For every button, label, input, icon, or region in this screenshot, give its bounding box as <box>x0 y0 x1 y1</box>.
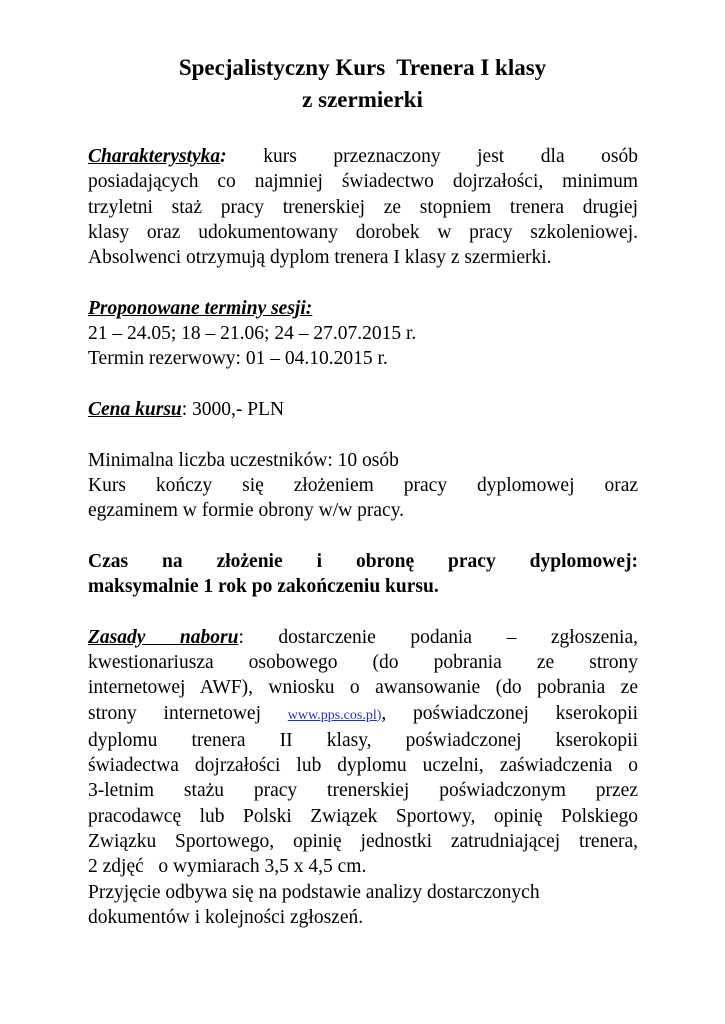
recruitment-line: 2 zdjęć o wymiarach 3,5 x 4,5 cm. <box>88 856 367 878</box>
characteristics-line: Absolwenci otrzymują dyplom trenera I klasy z szermierki. <box>88 247 552 269</box>
sessions-heading: Proponowane terminy sesji <box>88 297 306 319</box>
characteristics-line-1: kurs przeznaczony jest dla osób <box>263 146 639 167</box>
characteristics-line: posiadających co najmniej świadectwo dojrzałości, minimum <box>88 171 638 193</box>
recruitment-line-4-pre: strony internetowej <box>88 702 261 724</box>
recruitment-line: internetowej AWF), wniosku o awansowanie (do pobrania ze <box>88 677 638 699</box>
recruitment-line: pracodawcę lub Polski Związek Sportowy, opinię Polskiego <box>88 805 638 827</box>
sessions-colon: : <box>305 297 313 319</box>
sessions-heading-line <box>88 296 638 321</box>
price-value: : 3000,- PLN <box>181 398 285 420</box>
title-line-1: Specjalistyczny Kurs Trenera I klasy <box>178 55 547 80</box>
recruitment-line: Przyjęcie odbywa się na podstawie analizy dostarczonych <box>88 881 540 903</box>
document-body <box>88 144 638 930</box>
title-line-2: z szermierki <box>302 87 423 112</box>
page-title <box>0 52 725 116</box>
characteristics-line: trzyletni staż pracy trenerskiej ze stopniem trenera drugiej <box>88 196 638 218</box>
recruitment-line: Związku Sportowego, opinię jednostki zatrudniającej trenera, <box>88 831 638 853</box>
recruitment-line: kwestionariusza osobowego (do pobrania ze strony <box>88 651 638 673</box>
sessions-reserve: Termin rezerwowy: 01 – 04.10.2015 r. <box>88 348 388 370</box>
participants-min: Minimalna liczba uczestników: 10 osób <box>88 449 399 471</box>
recruitment-line: dyplomu trenera II klasy, poświadczonej kserokopii <box>88 729 638 751</box>
price-heading: Cena kursu <box>88 398 182 420</box>
characteristics-line: klasy oraz udokumentowany dorobek w pracy szkoleniowej. <box>88 221 638 243</box>
recruitment-heading: Zasady naboru <box>88 626 239 648</box>
participants-end-line-1: Kurs kończy się złożeniem pracy dyplomowej oraz <box>88 474 638 496</box>
recruitment-line: świadectwa dojrzałości lub dyplomu uczelni, zaświadczenia o <box>88 755 638 777</box>
recruitment-line: 3-letnim stażu pracy trenerskiej poświadczonym przez <box>88 780 638 802</box>
recruitment-first-line <box>88 625 638 650</box>
thesis-line-1: Czas na złożenie i obronę pracy dyplomowej: <box>88 550 638 572</box>
characteristics-first-line <box>88 144 638 169</box>
sessions-dates: 21 – 24.05; 18 – 21.06; 24 – 27.07.2015 r. <box>88 323 417 345</box>
characteristics-heading: Charakterystyka <box>88 146 221 167</box>
thesis-line-2: maksymalnie 1 rok po zakończeniu kursu. <box>88 576 439 598</box>
recruitment-line-4-post: , poświadczonej kserokopii <box>381 702 639 724</box>
recruitment-line-link <box>88 701 638 728</box>
recruitment-line-1: : dostarczenie podania – zgłoszenia, <box>238 626 638 648</box>
recruitment-line: dokumentów i kolejności zgłoszeń. <box>88 906 364 928</box>
participants-end-line-2: egzaminem w formie obrony w/w pracy. <box>88 500 405 522</box>
price-line <box>88 397 638 422</box>
pps-link[interactable]: www.pps.cos.pl) <box>287 707 382 723</box>
characteristics-colon: : <box>220 146 227 167</box>
